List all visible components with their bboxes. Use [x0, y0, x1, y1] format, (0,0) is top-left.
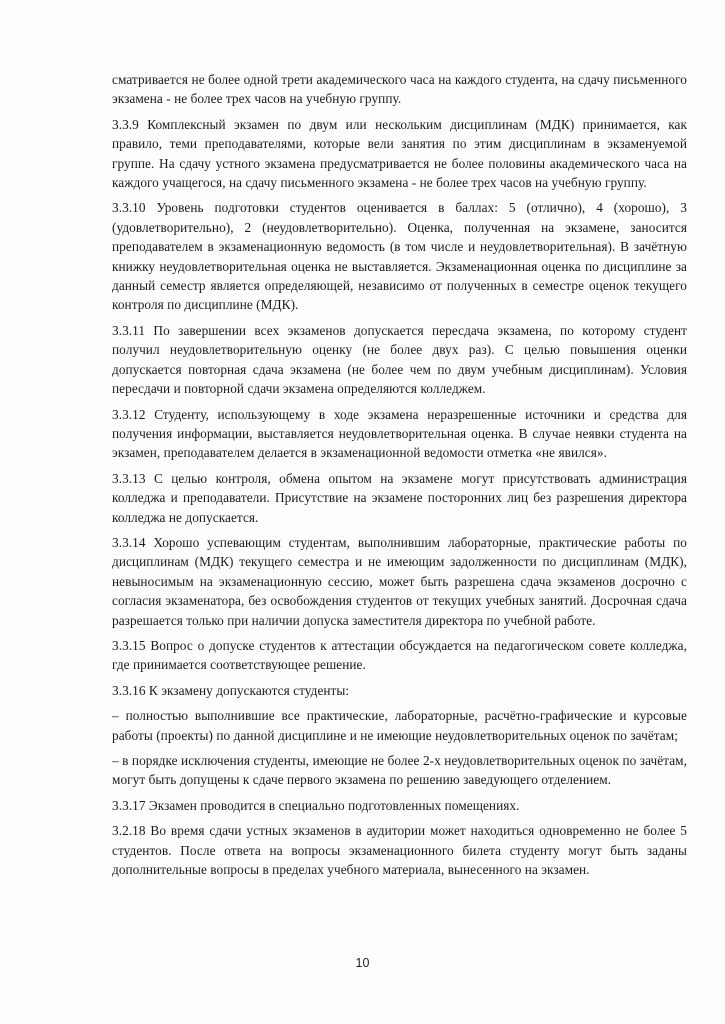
document-body [112, 70, 687, 885]
paragraph-3-3-15: 3.3.15 Вопрос о допуске студентов к аттестации обсуждается на педагогическом совете колледжа, где принимается соответствующее решение. [112, 637, 687, 673]
paragraph-continuation: сматривается не более одной трети академического часа на каждого студента, на сдачу письменного экзамена - не более трех часов на учебную группу. [112, 72, 687, 107]
paragraph-3-2-18: 3.2.18 Во время сдачи устных экзаменов в аудитории может находиться одновременно не более 5 студентов. После ответа на вопросы экзаменационного билета студенту могут быть заданы дополнительные вопросы в пределах учебного материала, вынесенного на экзамен. [112, 823, 687, 878]
paragraph-3-3-11: 3.3.11 По завершении всех экзаменов допускается пересдача экзамена, по которому студент получил неудовлетворительную оценку (не более двух раз). С целью повышения оценки допускается повторная сдача экзамена (не более чем по двум учебным дисциплинам). Условия пересдачи и повторной сдачи экзамена определяются колледжем. [112, 322, 687, 397]
paragraph-3-3-10: 3.3.10 Уровень подготовки студентов оценивается в баллах: 5 (отлично), 4 (хорошо), 3 (удовлетворительно), 2 (неудовлетворительно). Оценка, полученная на экзамене, заносится преподавателем в экзаменационную ведомость (в том числе и неудовлетворительная). В зачётную книжку неудовлетворительная оценка не выставляется. Экзаменационная оценка по дисциплине за данный семестр является определяющей, независимо от полученных в семестре оценок текущего контроля по дисциплине (МДК). [112, 200, 687, 313]
page-number: 10 [355, 956, 370, 970]
paragraph-3-3-17: 3.3.17 Экзамен проводится в специально подготовленных помещениях. [112, 797, 520, 813]
paragraph-3-3-13: 3.3.13 С целью контроля, обмена опытом на экзамене могут присутствовать администрация колледжа и преподаватели. Присутствие на экзамене посторонних лиц без разрешения директора колледжа не допускается. [112, 470, 687, 525]
list-item-exception: – в порядке исключения студенты, имеющие не более 2-х неудовлетворительных оценок по зачётам, могут быть допущены к сдаче первого экзамена по решению заведующего отделением. [112, 753, 687, 788]
paragraph-3-3-14: 3.3.14 Хорошо успевающим студентам, выполнившим лабораторные, практические работы по дисциплинам (МДК) текущего семестра и не имеющим задолженности по дисциплинам (МДК), невыносимым на экзаменационную сессию, может быть разрешена сдача экзаменов досрочно с согласия экзаменатора, без освобождения студентов от текущих учебных занятий. Досрочная сдача разрешается только при наличии допуска заместителя директора по учебной работе. [112, 534, 687, 628]
paragraph-3-3-12: 3.3.12 Студенту, использующему в ходе экзамена неразрешенные источники и средства для получения информации, выставляется неудовлетворительная оценка. В случае неявки студента на экзамен, преподавателем делается в экзаменационной ведомости отметка «не явился». [112, 406, 687, 461]
list-item-fully-completed: – полностью выполнившие все практические, лабораторные, расчётно-графические и курсовые работы (проекты) по данной дисциплине и не имеющие неудовлетворительных оценок по зачётам; [112, 708, 687, 743]
paragraph-3-3-16: 3.3.16 К экзамену допускаются студенты: [112, 682, 350, 698]
paragraph-3-3-9: 3.3.9 Комплексный экзамен по двум или нескольким дисциплинам (МДК) принимается, как правило, теми преподавателями, которые вели занятия по этим дисциплинам в экзаменуемой группе. На сдачу устного экзамена предусматривается не более половины академического часа на каждого учащегося, на сдачу письменного экзамена - не более трех часов на учебную группу. [112, 116, 687, 191]
